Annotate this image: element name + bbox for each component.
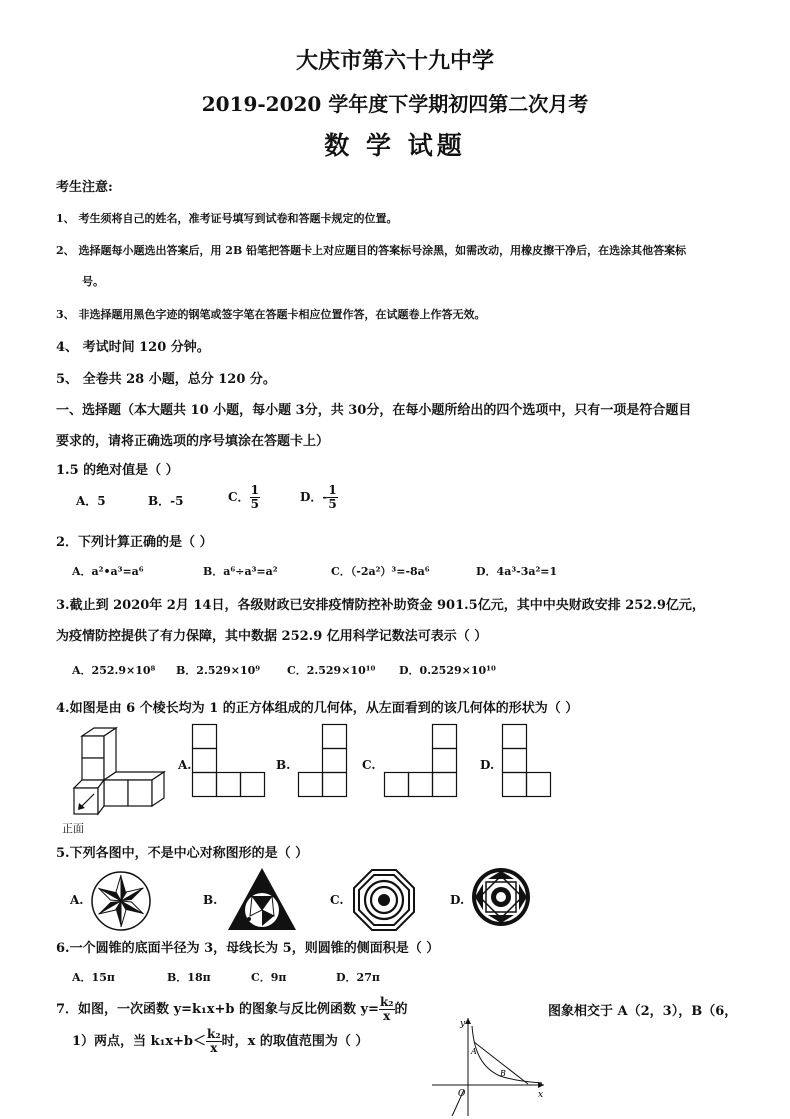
q3-option-c: C．2.529×10¹⁰ (287, 664, 376, 677)
q7-stem-part2: 的 (394, 1002, 408, 1018)
graph-x-label: x (538, 1090, 544, 1100)
q1-option-d (300, 484, 338, 511)
q1-option-c (228, 484, 260, 511)
fraction-denominator: 5 (328, 497, 337, 512)
q1-option-a: A．5 (76, 494, 106, 508)
q2-option-c: C．（-2a²）³=-8a⁶ (331, 565, 430, 578)
notice-item: 4、 考试时间 120 分钟。 (56, 340, 210, 355)
question-2-stem: 2．下列计算正确的是（ ） (56, 535, 213, 550)
q5-option-b-triangle-figure (226, 866, 298, 932)
q6-option-a: A．15π (72, 971, 115, 984)
notice-item: 5、 全卷共 28 小题，总分 120 分。 (56, 372, 276, 387)
q4-option-d: D. (480, 758, 495, 772)
q7-function-graph (432, 1012, 550, 1117)
graph-y-label: y (460, 1019, 466, 1029)
notice-title: 考生注意: (56, 180, 113, 195)
q1-option-d-label: D．- (300, 490, 328, 505)
q4-option-a-figure (192, 724, 268, 800)
fraction (250, 484, 260, 511)
q5-option-c-octagon-figure (352, 868, 416, 932)
q7-stem-part1: 7．如图，一次函数 y=k₁x+b 的图象与反比例函数 y= (56, 1002, 379, 1018)
q3-option-a: A．252.9×10⁸ (72, 664, 156, 677)
fraction-numerator: k₂ (207, 1027, 221, 1041)
q2-option-a: A．a²•a³=a⁶ (72, 565, 144, 578)
question-6-stem: 6.一个圆锥的底面半径为 3，母线长为 5，则圆锥的侧面积是（ ） (56, 941, 440, 956)
q2-option-b: B．a⁶÷a³=a² (203, 565, 278, 578)
subject-title: 数 学 试题 (324, 131, 466, 160)
notice-item: 2、 选择题每小题选出答案后，用 2B 铅笔把答题卡上对应题目的答案标号涂黑，如需改动，用橡皮擦干净后，在选涂其他答案标 (56, 244, 687, 257)
q4-option-b-figure (298, 724, 350, 800)
q1-option-c-label: C． (228, 490, 250, 505)
q6-option-c: C．9π (251, 971, 287, 984)
q3-option-d: D．0.2529×10¹⁰ (399, 664, 496, 677)
question-3-stem: 3.截止到 2020年 2月 14日，各级财政已安排疫情防控补助资金 901.5亿元，其中中央财政安排 252.9亿元， (56, 598, 705, 613)
fraction-denominator: x (210, 1041, 218, 1056)
fraction-denominator: 5 (250, 497, 259, 512)
graph-point-b-label: B (500, 1069, 506, 1078)
fraction (327, 484, 337, 511)
q5-option-a: A. (70, 893, 84, 907)
q5-option-d-pattern-figure (470, 866, 532, 928)
fraction-numerator: 1 (328, 483, 337, 497)
school-name: 大庆市第六十九中学 (295, 48, 494, 74)
q5-option-c: C. (330, 893, 344, 907)
fraction (206, 1028, 222, 1055)
fraction-numerator: k₂ (379, 995, 394, 1009)
q5-option-b: B. (203, 893, 218, 907)
q6-option-b: B．18π (167, 971, 211, 984)
q4-option-c-figure (384, 724, 460, 800)
q4-option-a: A. (178, 758, 192, 772)
section-instructions: 要求的，请将正确选项的序号填涂在答题卡上） (56, 434, 330, 449)
question-7-stem (56, 996, 408, 1023)
question-7-stem-line2 (72, 1028, 368, 1055)
q2-option-d: D．4a³-3a²=1 (476, 565, 558, 578)
fraction-denominator: x (383, 1009, 391, 1024)
q5-option-d: D. (450, 893, 465, 907)
question-1-stem: 1.5 的绝对值是（ ） (56, 463, 179, 478)
q1-option-b: B．-5 (148, 494, 184, 508)
question-7-stem-right: 图象相交于 A（2，3），B（6， (548, 1004, 738, 1019)
notice-item: 1、 考生须将自己的姓名，准考证号填写到试卷和答题卡规定的位置。 (56, 212, 398, 225)
question-3-stem: 为疫情防控提供了有力保障，其中数据 252.9 亿用科学记数法可表示（ ） (56, 629, 488, 644)
question-5-stem: 5.下列各图中，不是中心对称图形的是（ ） (56, 846, 309, 861)
cube-figure (64, 728, 174, 818)
question-4-stem: 4.如图是由 6 个棱长均为 1 的正方体组成的几何体，从左面看到的该几何体的形状为（ ） (56, 701, 579, 716)
q4-option-c: C. (362, 758, 376, 772)
q7-stem-line2b: 时，x 的取值范围为（ ） (221, 1034, 369, 1050)
notice-item: 号。 (82, 275, 104, 288)
section-instructions: 一、选择题（本大题共 10 小题，每小题 3分，共 30分，在每小题所给出的四个选项中，只有一项是符合题目 (56, 403, 692, 418)
fraction-numerator: 1 (250, 483, 259, 497)
fraction (379, 996, 395, 1023)
q4-option-d-figure (502, 724, 554, 800)
q3-option-b: B．2.529×10⁹ (176, 664, 261, 677)
exam-title: 2019-2020 学年度下学期初四第二次月考 (201, 92, 589, 116)
graph-point-a-label: A (471, 1047, 477, 1056)
q6-option-d: D．27π (336, 971, 380, 984)
q5-option-a-star-figure (90, 870, 152, 932)
q4-option-b: B. (276, 758, 291, 772)
notice-item: 3、 非选择题用黑色字迹的钢笔或签字笔在答题卡相应位置作答，在试题卷上作答无效。 (56, 308, 486, 321)
front-label: 正面 (62, 822, 84, 835)
q7-stem-line2a: 1）两点，当 k₁x+b＜ (72, 1034, 207, 1050)
graph-origin-label: O (458, 1089, 466, 1099)
